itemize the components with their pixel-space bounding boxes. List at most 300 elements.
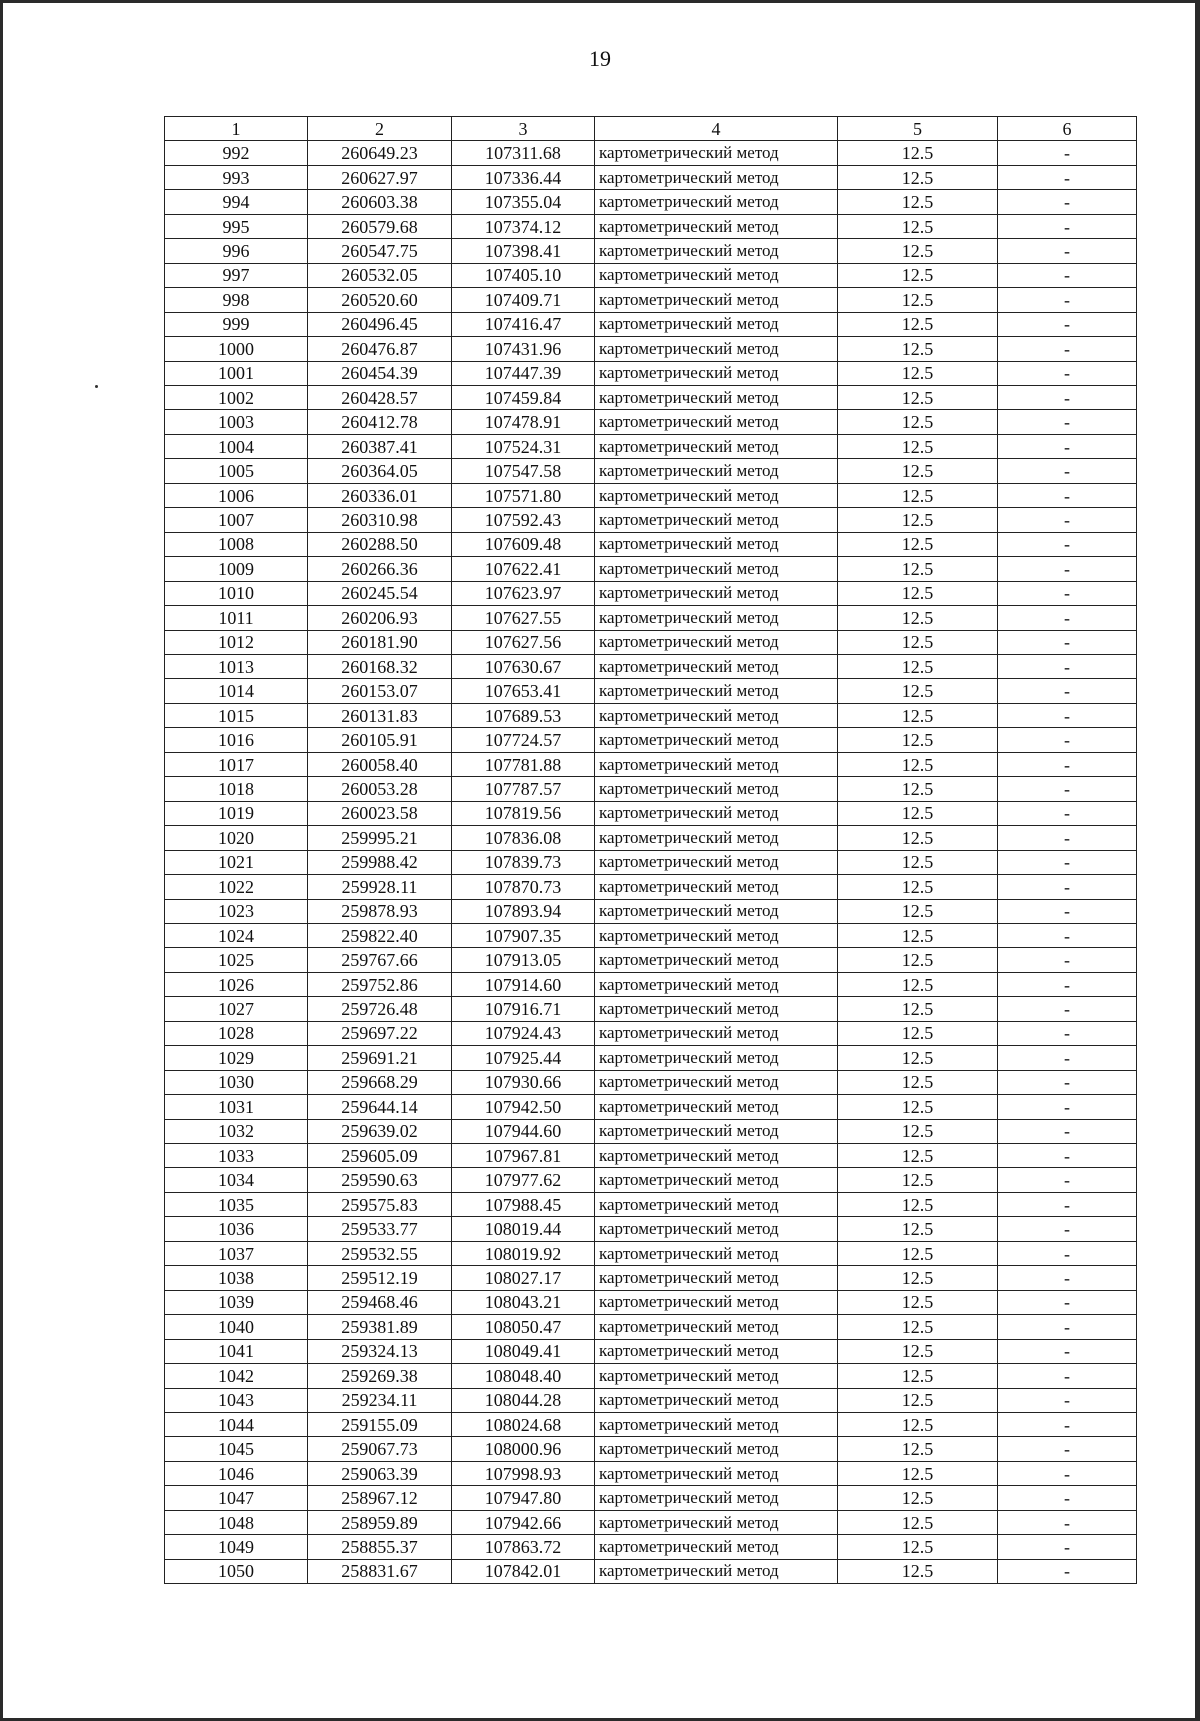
- table-row: [165, 532, 1137, 556]
- note-cell: -: [998, 337, 1137, 361]
- x-coordinate-cell: 259605.09: [308, 1144, 452, 1168]
- method-cell: картометрический метод: [595, 679, 838, 703]
- method-cell: картометрический метод: [595, 483, 838, 507]
- method-cell: картометрический метод: [595, 312, 838, 336]
- y-coordinate-cell: 107416.47: [452, 312, 595, 336]
- table-row: [165, 777, 1137, 801]
- y-coordinate-cell: 107627.56: [452, 630, 595, 654]
- point-number-cell: 993: [165, 165, 308, 189]
- x-coordinate-cell: 259691.21: [308, 1046, 452, 1070]
- x-coordinate-cell: 260206.93: [308, 606, 452, 630]
- note-cell: -: [998, 1461, 1137, 1485]
- y-coordinate-cell: 107944.60: [452, 1119, 595, 1143]
- y-coordinate-cell: 107839.73: [452, 850, 595, 874]
- y-coordinate-cell: 107925.44: [452, 1046, 595, 1070]
- table-row: [165, 1461, 1137, 1485]
- note-cell: -: [998, 239, 1137, 263]
- x-coordinate-cell: 260023.58: [308, 801, 452, 825]
- accuracy-cell: 12.5: [838, 1192, 998, 1216]
- table-row: [165, 1290, 1137, 1314]
- x-coordinate-cell: 259928.11: [308, 875, 452, 899]
- accuracy-cell: 12.5: [838, 1535, 998, 1559]
- method-cell: картометрический метод: [595, 1095, 838, 1119]
- point-number-cell: 992: [165, 141, 308, 165]
- note-cell: -: [998, 703, 1137, 727]
- point-number-cell: 996: [165, 239, 308, 263]
- y-coordinate-cell: 107478.91: [452, 410, 595, 434]
- note-cell: -: [998, 410, 1137, 434]
- point-number-cell: 999: [165, 312, 308, 336]
- x-coordinate-cell: 258967.12: [308, 1486, 452, 1510]
- point-number-cell: 1049: [165, 1535, 308, 1559]
- note-cell: -: [998, 948, 1137, 972]
- table-row: [165, 263, 1137, 287]
- y-coordinate-cell: 107609.48: [452, 532, 595, 556]
- note-cell: -: [998, 1388, 1137, 1412]
- point-number-cell: 1046: [165, 1461, 308, 1485]
- point-number-cell: 1044: [165, 1413, 308, 1437]
- accuracy-cell: 12.5: [838, 508, 998, 532]
- x-coordinate-cell: 260547.75: [308, 239, 452, 263]
- x-coordinate-cell: 258855.37: [308, 1535, 452, 1559]
- column-header-3: 3: [452, 117, 595, 141]
- y-coordinate-cell: 107787.57: [452, 777, 595, 801]
- table-row: [165, 948, 1137, 972]
- x-coordinate-cell: 260627.97: [308, 165, 452, 189]
- method-cell: картометрический метод: [595, 288, 838, 312]
- point-number-cell: 1041: [165, 1339, 308, 1363]
- table-row: [165, 1241, 1137, 1265]
- method-cell: картометрический метод: [595, 606, 838, 630]
- note-cell: -: [998, 728, 1137, 752]
- y-coordinate-cell: 107947.80: [452, 1486, 595, 1510]
- accuracy-cell: 12.5: [838, 1461, 998, 1485]
- y-coordinate-cell: 107907.35: [452, 923, 595, 947]
- table-row: [165, 190, 1137, 214]
- method-cell: картометрический метод: [595, 826, 838, 850]
- note-cell: -: [998, 1168, 1137, 1192]
- table-row: [165, 459, 1137, 483]
- note-cell: -: [998, 752, 1137, 776]
- accuracy-cell: 12.5: [838, 1070, 998, 1094]
- table-row: [165, 1021, 1137, 1045]
- point-number-cell: 1019: [165, 801, 308, 825]
- x-coordinate-cell: 260131.83: [308, 703, 452, 727]
- note-cell: -: [998, 532, 1137, 556]
- method-cell: картометрический метод: [595, 850, 838, 874]
- scan-speck: [95, 385, 98, 388]
- note-cell: -: [998, 459, 1137, 483]
- table-row: [165, 1046, 1137, 1070]
- accuracy-cell: 12.5: [838, 1364, 998, 1388]
- y-coordinate-cell: 107524.31: [452, 434, 595, 458]
- table-row: [165, 703, 1137, 727]
- method-cell: картометрический метод: [595, 923, 838, 947]
- x-coordinate-cell: 260310.98: [308, 508, 452, 532]
- y-coordinate-cell: 107967.81: [452, 1144, 595, 1168]
- table-row: [165, 1413, 1137, 1437]
- method-cell: картометрический метод: [595, 1070, 838, 1094]
- x-coordinate-cell: 259063.39: [308, 1461, 452, 1485]
- table-row: [165, 1095, 1137, 1119]
- point-number-cell: 1045: [165, 1437, 308, 1461]
- note-cell: -: [998, 850, 1137, 874]
- method-cell: картометрический метод: [595, 1315, 838, 1339]
- y-coordinate-cell: 107724.57: [452, 728, 595, 752]
- note-cell: -: [998, 1559, 1137, 1583]
- accuracy-cell: 12.5: [838, 410, 998, 434]
- point-number-cell: 1013: [165, 654, 308, 678]
- x-coordinate-cell: 259533.77: [308, 1217, 452, 1241]
- y-coordinate-cell: 107623.97: [452, 581, 595, 605]
- note-cell: -: [998, 1510, 1137, 1534]
- x-coordinate-cell: 259988.42: [308, 850, 452, 874]
- accuracy-cell: 12.5: [838, 1217, 998, 1241]
- y-coordinate-cell: 107336.44: [452, 165, 595, 189]
- accuracy-cell: 12.5: [838, 1559, 998, 1583]
- method-cell: картометрический метод: [595, 728, 838, 752]
- accuracy-cell: 12.5: [838, 1339, 998, 1363]
- point-number-cell: 1047: [165, 1486, 308, 1510]
- scan-edge-top: [0, 0, 1200, 3]
- method-cell: картометрический метод: [595, 1559, 838, 1583]
- method-cell: картометрический метод: [595, 1290, 838, 1314]
- column-header-2: 2: [308, 117, 452, 141]
- point-number-cell: 1007: [165, 508, 308, 532]
- y-coordinate-cell: 107405.10: [452, 263, 595, 287]
- table-row: [165, 1168, 1137, 1192]
- method-cell: картометрический метод: [595, 752, 838, 776]
- table-row: [165, 1119, 1137, 1143]
- table-row: [165, 1437, 1137, 1461]
- table-row: [165, 679, 1137, 703]
- point-number-cell: 997: [165, 263, 308, 287]
- coordinates-table: [164, 116, 1137, 1584]
- note-cell: -: [998, 899, 1137, 923]
- y-coordinate-cell: 107988.45: [452, 1192, 595, 1216]
- note-cell: -: [998, 483, 1137, 507]
- point-number-cell: 1011: [165, 606, 308, 630]
- table-row: [165, 337, 1137, 361]
- x-coordinate-cell: 260266.36: [308, 557, 452, 581]
- x-coordinate-cell: 260168.32: [308, 654, 452, 678]
- method-cell: картометрический метод: [595, 997, 838, 1021]
- method-cell: картометрический метод: [595, 972, 838, 996]
- table-row: [165, 312, 1137, 336]
- x-coordinate-cell: 260454.39: [308, 361, 452, 385]
- x-coordinate-cell: 260412.78: [308, 410, 452, 434]
- note-cell: -: [998, 312, 1137, 336]
- x-coordinate-cell: 259995.21: [308, 826, 452, 850]
- y-coordinate-cell: 107374.12: [452, 214, 595, 238]
- note-cell: -: [998, 1413, 1137, 1437]
- accuracy-cell: 12.5: [838, 1241, 998, 1265]
- x-coordinate-cell: 259644.14: [308, 1095, 452, 1119]
- table-row: [165, 1510, 1137, 1534]
- column-header-1: 1: [165, 117, 308, 141]
- method-cell: картометрический метод: [595, 1388, 838, 1412]
- x-coordinate-cell: 260364.05: [308, 459, 452, 483]
- page-number: 19: [589, 46, 611, 71]
- accuracy-cell: 12.5: [838, 1046, 998, 1070]
- y-coordinate-cell: 107916.71: [452, 997, 595, 1021]
- y-coordinate-cell: 107630.67: [452, 654, 595, 678]
- method-cell: картометрический метод: [595, 1241, 838, 1265]
- method-cell: картометрический метод: [595, 1266, 838, 1290]
- accuracy-cell: 12.5: [838, 1021, 998, 1045]
- method-cell: картометрический метод: [595, 1486, 838, 1510]
- x-coordinate-cell: 259752.86: [308, 972, 452, 996]
- method-cell: картометрический метод: [595, 434, 838, 458]
- x-coordinate-cell: 260288.50: [308, 532, 452, 556]
- x-coordinate-cell: 259155.09: [308, 1413, 452, 1437]
- accuracy-cell: 12.5: [838, 385, 998, 409]
- column-header-5: 5: [838, 117, 998, 141]
- x-coordinate-cell: 259697.22: [308, 1021, 452, 1045]
- y-coordinate-cell: 107571.80: [452, 483, 595, 507]
- point-number-cell: 1043: [165, 1388, 308, 1412]
- accuracy-cell: 12.5: [838, 361, 998, 385]
- table-body: [165, 117, 1137, 1584]
- table-row: [165, 875, 1137, 899]
- table-header-row: [165, 117, 1137, 141]
- y-coordinate-cell: 108000.96: [452, 1437, 595, 1461]
- note-cell: -: [998, 1535, 1137, 1559]
- accuracy-cell: 12.5: [838, 312, 998, 336]
- note-cell: -: [998, 385, 1137, 409]
- accuracy-cell: 12.5: [838, 899, 998, 923]
- table-row: [165, 361, 1137, 385]
- y-coordinate-cell: 107930.66: [452, 1070, 595, 1094]
- accuracy-cell: 12.5: [838, 1486, 998, 1510]
- y-coordinate-cell: 108019.44: [452, 1217, 595, 1241]
- note-cell: -: [998, 508, 1137, 532]
- scan-edge-left: [0, 0, 3, 1721]
- accuracy-cell: 12.5: [838, 948, 998, 972]
- table-row: [165, 1559, 1137, 1583]
- x-coordinate-cell: 259726.48: [308, 997, 452, 1021]
- accuracy-cell: 12.5: [838, 997, 998, 1021]
- x-coordinate-cell: 260105.91: [308, 728, 452, 752]
- accuracy-cell: 12.5: [838, 459, 998, 483]
- x-coordinate-cell: 258831.67: [308, 1559, 452, 1583]
- note-cell: -: [998, 1364, 1137, 1388]
- y-coordinate-cell: 107998.93: [452, 1461, 595, 1485]
- point-number-cell: 998: [165, 288, 308, 312]
- note-cell: -: [998, 361, 1137, 385]
- table-row: [165, 434, 1137, 458]
- accuracy-cell: 12.5: [838, 606, 998, 630]
- point-number-cell: 1005: [165, 459, 308, 483]
- x-coordinate-cell: 259575.83: [308, 1192, 452, 1216]
- x-coordinate-cell: 260649.23: [308, 141, 452, 165]
- x-coordinate-cell: 260476.87: [308, 337, 452, 361]
- accuracy-cell: 12.5: [838, 654, 998, 678]
- y-coordinate-cell: 108048.40: [452, 1364, 595, 1388]
- note-cell: -: [998, 557, 1137, 581]
- method-cell: картометрический метод: [595, 263, 838, 287]
- accuracy-cell: 12.5: [838, 1266, 998, 1290]
- accuracy-cell: 12.5: [838, 875, 998, 899]
- accuracy-cell: 12.5: [838, 679, 998, 703]
- accuracy-cell: 12.5: [838, 752, 998, 776]
- table-row: [165, 850, 1137, 874]
- y-coordinate-cell: 107311.68: [452, 141, 595, 165]
- accuracy-cell: 12.5: [838, 826, 998, 850]
- table-row: [165, 923, 1137, 947]
- table-row: [165, 165, 1137, 189]
- x-coordinate-cell: 260181.90: [308, 630, 452, 654]
- x-coordinate-cell: 260428.57: [308, 385, 452, 409]
- note-cell: -: [998, 141, 1137, 165]
- point-number-cell: 1002: [165, 385, 308, 409]
- point-number-cell: 1024: [165, 923, 308, 947]
- table-row: [165, 483, 1137, 507]
- point-number-cell: 1022: [165, 875, 308, 899]
- note-cell: -: [998, 165, 1137, 189]
- table-row: [165, 239, 1137, 263]
- method-cell: картометрический метод: [595, 948, 838, 972]
- note-cell: -: [998, 434, 1137, 458]
- accuracy-cell: 12.5: [838, 972, 998, 996]
- note-cell: -: [998, 190, 1137, 214]
- point-number-cell: 1000: [165, 337, 308, 361]
- y-coordinate-cell: 107977.62: [452, 1168, 595, 1192]
- accuracy-cell: 12.5: [838, 728, 998, 752]
- note-cell: -: [998, 875, 1137, 899]
- method-cell: картометрический метод: [595, 165, 838, 189]
- method-cell: картометрический метод: [595, 630, 838, 654]
- y-coordinate-cell: 107781.88: [452, 752, 595, 776]
- point-number-cell: 1020: [165, 826, 308, 850]
- accuracy-cell: 12.5: [838, 850, 998, 874]
- table-row: [165, 1486, 1137, 1510]
- table-row: [165, 557, 1137, 581]
- point-number-cell: 1031: [165, 1095, 308, 1119]
- accuracy-cell: 12.5: [838, 434, 998, 458]
- table-row: [165, 899, 1137, 923]
- table-row: [165, 1192, 1137, 1216]
- y-coordinate-cell: 108024.68: [452, 1413, 595, 1437]
- note-cell: -: [998, 1315, 1137, 1339]
- point-number-cell: 1048: [165, 1510, 308, 1534]
- point-number-cell: 1036: [165, 1217, 308, 1241]
- y-coordinate-cell: 107431.96: [452, 337, 595, 361]
- y-coordinate-cell: 107459.84: [452, 385, 595, 409]
- x-coordinate-cell: 260053.28: [308, 777, 452, 801]
- point-number-cell: 1023: [165, 899, 308, 923]
- table-row: [165, 1070, 1137, 1094]
- accuracy-cell: 12.5: [838, 165, 998, 189]
- point-number-cell: 1038: [165, 1266, 308, 1290]
- x-coordinate-cell: 260387.41: [308, 434, 452, 458]
- y-coordinate-cell: 108043.21: [452, 1290, 595, 1314]
- method-cell: картометрический метод: [595, 1535, 838, 1559]
- accuracy-cell: 12.5: [838, 532, 998, 556]
- table-row: [165, 508, 1137, 532]
- method-cell: картометрический метод: [595, 654, 838, 678]
- table-row: [165, 997, 1137, 1021]
- accuracy-cell: 12.5: [838, 1315, 998, 1339]
- note-cell: -: [998, 1266, 1137, 1290]
- x-coordinate-cell: 260532.05: [308, 263, 452, 287]
- y-coordinate-cell: 107893.94: [452, 899, 595, 923]
- table-row: [165, 1315, 1137, 1339]
- table-row: [165, 288, 1137, 312]
- point-number-cell: 1050: [165, 1559, 308, 1583]
- point-number-cell: 1004: [165, 434, 308, 458]
- table-row: [165, 1339, 1137, 1363]
- note-cell: -: [998, 826, 1137, 850]
- x-coordinate-cell: 259067.73: [308, 1437, 452, 1461]
- note-cell: -: [998, 679, 1137, 703]
- point-number-cell: 1008: [165, 532, 308, 556]
- note-cell: -: [998, 777, 1137, 801]
- method-cell: картометрический метод: [595, 1046, 838, 1070]
- table-row: [165, 728, 1137, 752]
- method-cell: картометрический метод: [595, 214, 838, 238]
- point-number-cell: 1015: [165, 703, 308, 727]
- point-number-cell: 1027: [165, 997, 308, 1021]
- method-cell: картометрический метод: [595, 361, 838, 385]
- accuracy-cell: 12.5: [838, 190, 998, 214]
- method-cell: картометрический метод: [595, 337, 838, 361]
- y-coordinate-cell: 107836.08: [452, 826, 595, 850]
- accuracy-cell: 12.5: [838, 1290, 998, 1314]
- table-row: [165, 1364, 1137, 1388]
- x-coordinate-cell: 260579.68: [308, 214, 452, 238]
- accuracy-cell: 12.5: [838, 1437, 998, 1461]
- y-coordinate-cell: 107942.66: [452, 1510, 595, 1534]
- column-header-4: 4: [595, 117, 838, 141]
- y-coordinate-cell: 107870.73: [452, 875, 595, 899]
- accuracy-cell: 12.5: [838, 214, 998, 238]
- method-cell: картометрический метод: [595, 581, 838, 605]
- table-row: [165, 214, 1137, 238]
- x-coordinate-cell: 259381.89: [308, 1315, 452, 1339]
- y-coordinate-cell: 107842.01: [452, 1559, 595, 1583]
- point-number-cell: 1033: [165, 1144, 308, 1168]
- note-cell: -: [998, 1290, 1137, 1314]
- x-coordinate-cell: 260058.40: [308, 752, 452, 776]
- note-cell: -: [998, 1437, 1137, 1461]
- note-cell: -: [998, 1095, 1137, 1119]
- scan-edge-right: [1195, 0, 1200, 1721]
- note-cell: -: [998, 263, 1137, 287]
- y-coordinate-cell: 107913.05: [452, 948, 595, 972]
- table-row: [165, 606, 1137, 630]
- point-number-cell: 1028: [165, 1021, 308, 1045]
- y-coordinate-cell: 107398.41: [452, 239, 595, 263]
- x-coordinate-cell: 259269.38: [308, 1364, 452, 1388]
- method-cell: картометрический метод: [595, 557, 838, 581]
- note-cell: -: [998, 1021, 1137, 1045]
- y-coordinate-cell: 108019.92: [452, 1241, 595, 1265]
- y-coordinate-cell: 107409.71: [452, 288, 595, 312]
- table-row: [165, 385, 1137, 409]
- x-coordinate-cell: 260496.45: [308, 312, 452, 336]
- column-header-6: 6: [998, 117, 1137, 141]
- x-coordinate-cell: 259532.55: [308, 1241, 452, 1265]
- y-coordinate-cell: 107689.53: [452, 703, 595, 727]
- accuracy-cell: 12.5: [838, 630, 998, 654]
- y-coordinate-cell: 107924.43: [452, 1021, 595, 1045]
- x-coordinate-cell: 260603.38: [308, 190, 452, 214]
- accuracy-cell: 12.5: [838, 1168, 998, 1192]
- accuracy-cell: 12.5: [838, 557, 998, 581]
- x-coordinate-cell: 260153.07: [308, 679, 452, 703]
- note-cell: -: [998, 801, 1137, 825]
